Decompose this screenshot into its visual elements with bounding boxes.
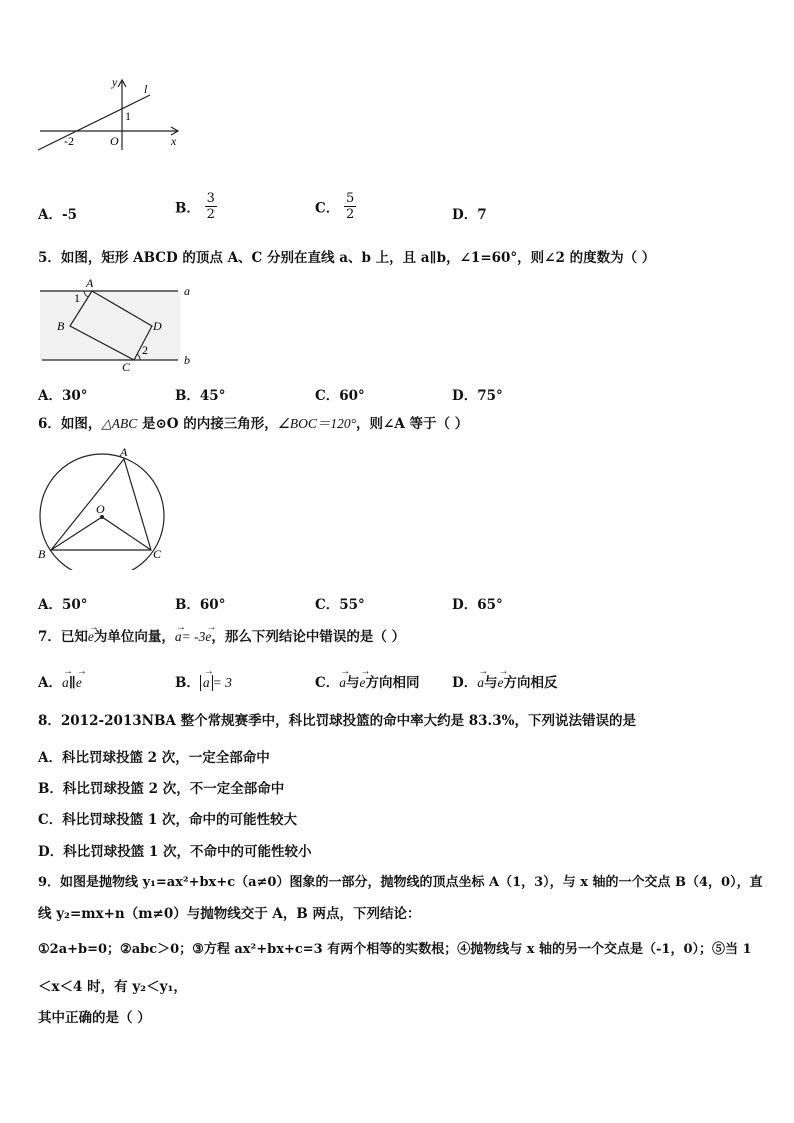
q4-option-c-fraction (344, 191, 356, 222)
x-label: x (171, 134, 177, 148)
q5-stem: 5．如图，矩形 ABCD 的顶点 A、C 分别在直线 a、b 上，且 a∥b，∠1=60°，则∠2 的度数为（ ） (38, 250, 656, 266)
angle-2-label: 2 (142, 343, 148, 357)
q6-stem-prefix: 6．如图， (38, 416, 102, 432)
q6-stem-suffix: ，则∠A 等于（ ） (356, 416, 469, 432)
q6-option-b: B．60° (175, 597, 226, 613)
q8-option-b: B．科比罚球投篮 2 次，不一定全部命中 (38, 781, 285, 797)
q7-equation: = -3 (181, 629, 206, 644)
q5-option-d: D．75° (452, 388, 503, 404)
q9-stem-line2: 线 y₂=mx+n（m≠0）与抛物线交于 A，B 两点，下列结论： (38, 906, 421, 922)
parallel-sign: ∥ (68, 675, 76, 691)
q7-option-b-label: B． (175, 675, 200, 691)
vector-e: → e (497, 675, 503, 691)
vector-a: → a (175, 628, 182, 646)
q6-option-a: A．50° (38, 597, 88, 613)
y-label: y (112, 75, 118, 89)
q5-option-a: A．30° (38, 388, 88, 404)
q8-option-d: D．科比罚球投篮 1 次，不命中的可能性较小 (38, 844, 312, 860)
point-d-label: D (153, 319, 162, 333)
q6-triangle: △ABC (101, 416, 138, 431)
point-b-label: B (38, 547, 46, 561)
q4-option-b (175, 191, 217, 222)
tick-1: 1 (125, 109, 131, 123)
q7-stem-1: 7．已知 (38, 629, 88, 645)
vector-e: → e (88, 628, 94, 646)
q4-option-c-label: C． (315, 200, 340, 217)
q4-option-d: D．7 (452, 207, 487, 223)
q7-option-d-text: 方向相反 (503, 675, 558, 691)
vector-a: → a (203, 675, 210, 691)
q4-option-c (315, 191, 356, 222)
q6-option-d: D．65° (452, 597, 503, 613)
q5-rectangle-figure (36, 276, 196, 372)
point-b-label: B (57, 319, 65, 333)
q9-conclusions-line1: ①2a+b=0；②abc＞0；③方程 ax²+bx+c=3 有两个相等的实数根；④抛物线与 x 轴的另一个交点是（-1，0）；⑤当 1 (38, 942, 752, 957)
q8-option-a: A．科比罚球投篮 2 次，一定全部命中 (38, 750, 270, 766)
q7-option-c-label: C． (315, 675, 340, 691)
q7-option-d (452, 671, 557, 691)
radii-ob-oc (51, 517, 151, 550)
q6-option-c: C．55° (315, 597, 365, 613)
line-a-label: a (184, 284, 190, 298)
q7-stem-2: 为单位向量， (93, 629, 175, 645)
vector-a: → a (477, 675, 484, 691)
q6-stem-mid: 是⊙O 的内接三角形， (137, 416, 278, 432)
q9-question: 其中正确的是（ ） (38, 1010, 151, 1026)
q6-circle-figure (30, 440, 175, 570)
fraction-numerator: 3 (206, 191, 215, 206)
tick-neg2: -2 (64, 134, 74, 148)
l-label: l (144, 82, 148, 96)
q7-stem (38, 628, 405, 646)
angle-1-label: 1 (74, 291, 80, 305)
line-l (38, 95, 150, 150)
q7-option-c (315, 671, 420, 691)
vector-e: → e (76, 675, 82, 691)
q5-option-b: B．45° (175, 388, 226, 404)
q9-stem-line1: 9．如图是抛物线 y₁=ax²+bx+c（a≠0）图象的一部分，抛物线的顶点坐标 A（1，3），与 x 轴的一个交点 B（4，0），直 (38, 875, 763, 890)
line-b-label: b (184, 353, 190, 367)
point-c-label: C (153, 547, 162, 561)
q4-option-a: A．-5 (38, 207, 77, 223)
word-with: 与 (483, 675, 498, 691)
vector-e: → e (205, 628, 211, 646)
q4-option-b-label: B． (175, 200, 200, 217)
q5-option-c: C．60° (315, 388, 365, 404)
point-c-label: C (122, 360, 131, 372)
q4-option-b-fraction (205, 191, 217, 222)
vector-a: → a (339, 675, 346, 691)
q7-option-a-label: A． (38, 675, 62, 691)
q4-line-graph (30, 74, 190, 154)
point-a-label: A (86, 276, 94, 290)
q8-stem: 8．2012-2013NBA 整个常规赛季中，科比罚球投篮的命中率大约是 83.3%，下列说法错误的是 (38, 713, 636, 729)
q7-option-b (175, 671, 232, 691)
vector-a: → a (62, 675, 69, 691)
fraction-denominator: 2 (206, 207, 215, 222)
q7-option-c-text: 方向相同 (365, 675, 420, 691)
q9-conclusions-line2: ＜x＜4 时，有 y₂＜y₁， (38, 979, 187, 995)
q7-option-b-equation: = 3 (212, 675, 232, 690)
vector-e: → e (360, 675, 366, 691)
q7-option-d-label: D． (452, 675, 478, 691)
q8-option-c: C．科比罚球投篮 1 次，命中的可能性较大 (38, 812, 298, 828)
q7-option-a (38, 671, 82, 691)
q7-stem-3: ，那么下列结论中错误的是（ ） (211, 629, 406, 645)
point-a-label: A (120, 445, 128, 459)
point-o-label: O (96, 502, 105, 516)
fraction-numerator: 5 (345, 191, 355, 206)
q6-stem (38, 415, 468, 433)
origin-label: O (110, 134, 119, 148)
fraction-denominator: 2 (345, 207, 355, 222)
q6-angle: ∠BOC＝120° (277, 416, 357, 431)
word-with: 与 (346, 675, 360, 691)
